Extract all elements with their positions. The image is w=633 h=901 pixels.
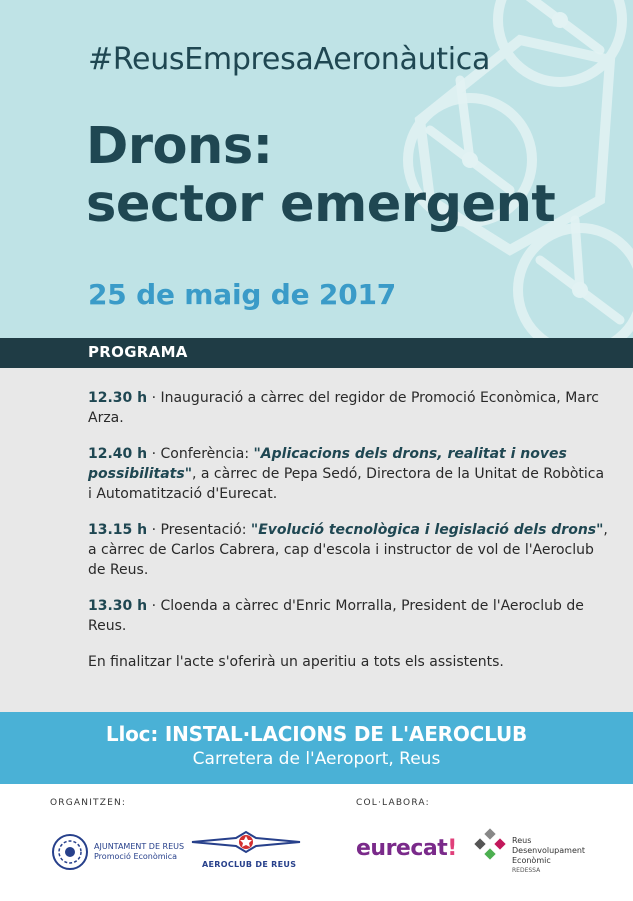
colabora-label: COL·LABORA: — [356, 798, 430, 808]
page-title — [86, 118, 555, 234]
redessa-line-3: Econòmic — [512, 856, 551, 865]
venue-band — [0, 712, 633, 784]
program-entry — [88, 520, 608, 580]
programa-bar — [0, 338, 633, 368]
title-line-2: sector emergent — [86, 175, 556, 234]
ajuntament-dept: Promoció Econòmica — [94, 852, 178, 861]
redessa-line-1: Reus — [512, 836, 532, 845]
entry-text: · Conferència: — [147, 446, 254, 462]
entry-talk-title: "Evolució tecnològica i legislació dels drons" — [250, 522, 604, 538]
organitzen-label: ORGANITZEN: — [50, 798, 127, 808]
entry-talk-title: "Aplicacions dels drons, realitat i noves possibilitats" — [88, 446, 567, 482]
aeroclub-name: AEROCLUB DE REUS — [202, 860, 297, 869]
footer — [0, 784, 633, 901]
entry-time: 13.15 h — [88, 522, 148, 538]
aeroclub-logo — [188, 828, 304, 880]
program-entry — [88, 444, 608, 504]
aeroclub-wings-icon — [188, 828, 304, 860]
redessa-text — [512, 836, 585, 876]
eurecat-mark: ! — [447, 836, 457, 861]
ajuntament-name: AJUNTAMENT DE REUS — [94, 842, 185, 851]
redessa-diamond-icon — [472, 828, 508, 864]
ajuntament-logo — [50, 832, 200, 872]
entry-text-after: , a càrrec de Carlos Cabrera, cap d'escola i instructor de vol de l'Aeroclub de Reus. — [88, 522, 608, 578]
hero-banner — [0, 0, 633, 338]
title-line-1: Drons: — [86, 117, 273, 176]
ajuntament-seal-icon — [50, 832, 90, 872]
redessa-line-2: Desenvolupament — [512, 846, 586, 855]
program-entries — [88, 388, 608, 688]
entry-text: · Cloenda a càrrec d'Enric Morralla, President de l'Aeroclub de Reus. — [88, 598, 584, 634]
entry-time: 12.40 h — [88, 446, 148, 462]
hashtag: #ReusEmpresaAeronàutica — [88, 42, 491, 77]
entry-time: 13.30 h — [88, 598, 148, 614]
program-closing: En finalitzar l'acte s'oferirà un aperitiu a tots els assistents. — [88, 654, 504, 670]
entry-text: · Inauguració a càrrec del regidor de Promoció Econòmica, Marc Arza. — [88, 390, 600, 426]
program-entry — [88, 596, 608, 636]
venue-title: Lloc: INSTAL·LACIONS DE L'AEROCLUB — [105, 722, 528, 746]
redessa-logo — [472, 828, 602, 880]
event-date: 25 de maig de 2017 — [88, 278, 397, 311]
program-entry — [88, 388, 608, 428]
redessa-acronym: REDESSA — [512, 867, 541, 874]
eurecat-logo — [356, 836, 457, 861]
entry-text: · Presentació: — [147, 522, 251, 538]
entry-text-after: , a càrrec de Pepa Sedó, Directora de la Unitat de Robòtica i Automatització d'Eurecat. — [88, 466, 605, 502]
programa-label: PROGRAMA — [88, 343, 188, 361]
program-section — [0, 368, 633, 712]
ajuntament-text — [94, 842, 184, 862]
eurecat-wordmark: eurecat — [356, 836, 448, 861]
entry-time: 12.30 h — [88, 390, 148, 406]
venue-address: Carretera de l'Aeroport, Reus — [192, 749, 441, 769]
